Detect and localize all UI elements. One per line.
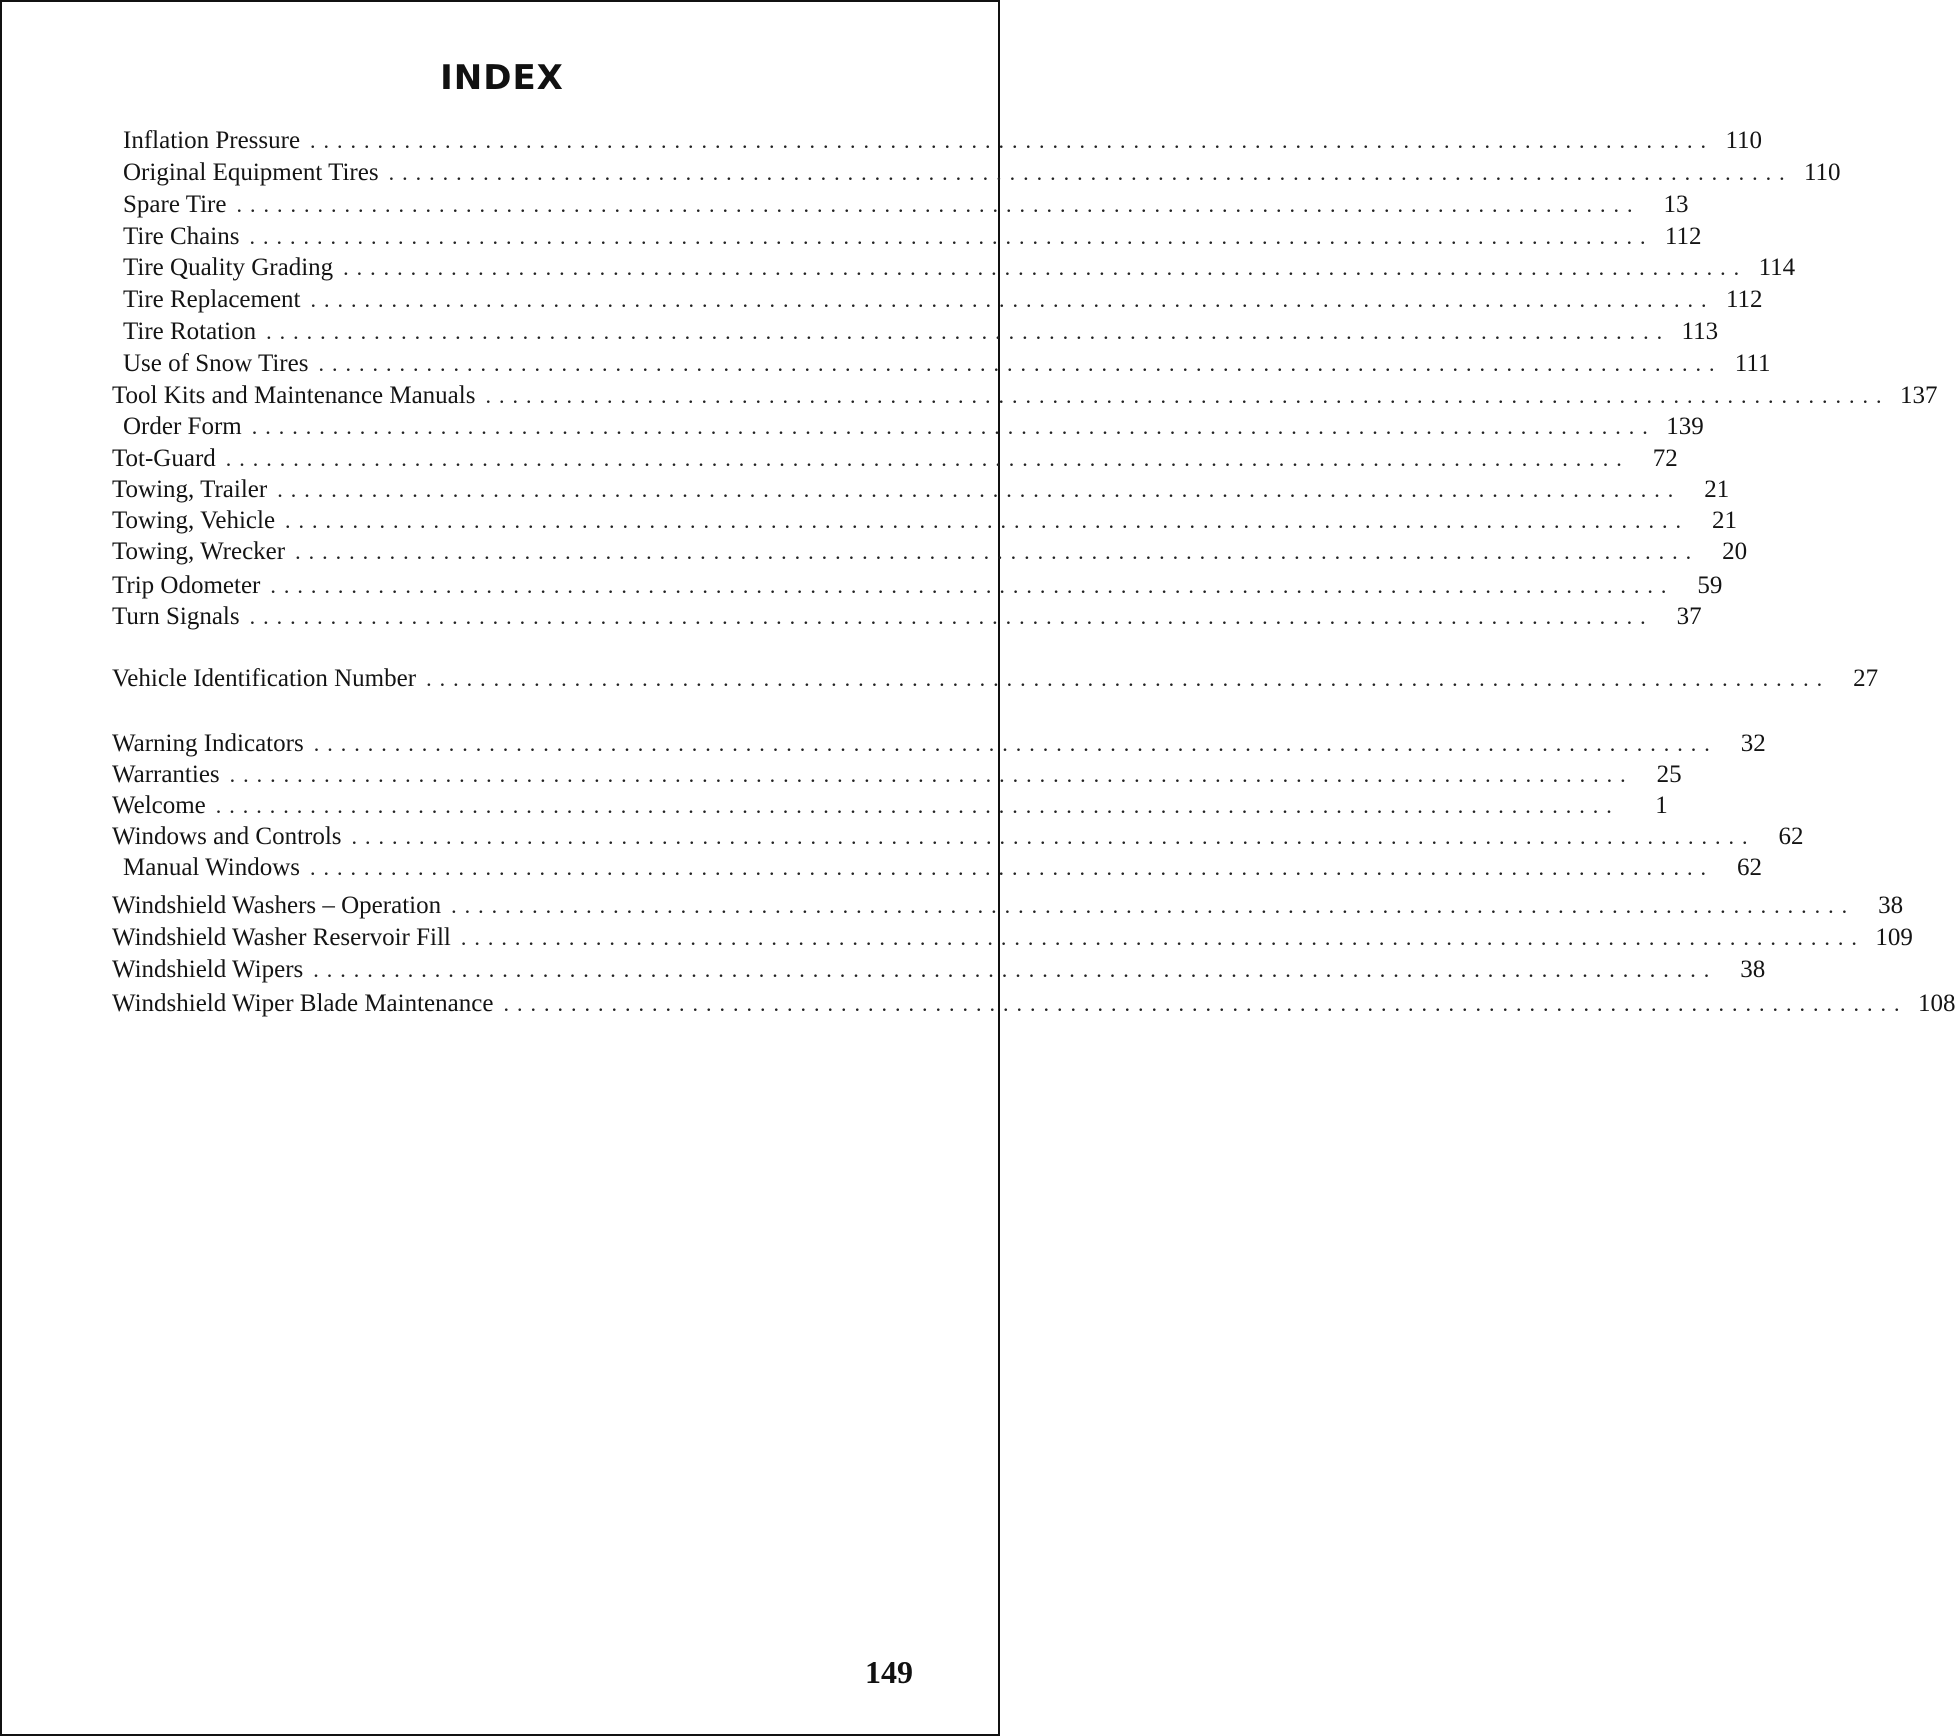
index-entry: [112, 536, 1748, 568]
dot-leader: ........................................................................................................: [460, 925, 1865, 950]
dot-leader: ........................................................................................................: [451, 893, 1856, 918]
entry-label: Towing, Vehicle: [112, 507, 276, 534]
entry-label: Trip Odometer: [112, 572, 261, 599]
index-entry: [123, 125, 1763, 157]
index-entry: [112, 601, 1702, 633]
dot-leader: ........................................................................................................: [388, 160, 1793, 185]
entry-page-number: 1: [1655, 792, 1668, 819]
entry-label: Warranties: [112, 761, 220, 788]
entry-label: Order Form: [123, 413, 242, 440]
page-title: INDEX: [440, 58, 564, 98]
dot-leader: ........................................................................................................: [503, 991, 1908, 1016]
entry-page-number: 114: [1758, 254, 1796, 281]
entry-page-number: 110: [1725, 127, 1763, 154]
dot-leader: ........................................................................................................: [318, 351, 1723, 376]
index-entry: [112, 790, 1668, 822]
entry-page-number: 62: [1778, 823, 1804, 850]
index-entry: [112, 443, 1678, 475]
entry-page-number: 137: [1899, 382, 1938, 409]
entry-page-number: 59: [1697, 572, 1723, 599]
dot-leader: ........................................................................................................: [295, 539, 1700, 564]
dot-leader: ........................................................................................................: [229, 762, 1634, 787]
index-entry: [123, 221, 1702, 253]
index-entry: [112, 663, 1879, 695]
entry-page-number: 13: [1663, 191, 1689, 218]
entry-page-number: 20: [1722, 538, 1748, 565]
entry-label: Warning Indicators: [112, 730, 304, 757]
entry-page-number: 112: [1664, 223, 1702, 250]
dot-leader: ........................................................................................................: [251, 414, 1656, 439]
dot-leader: ........................................................................................................: [249, 604, 1654, 629]
index-entry: [123, 252, 1796, 284]
entry-label: Tire Rotation: [123, 318, 257, 345]
entry-page-number: 109: [1875, 924, 1913, 951]
entry-label: Towing, Trailer: [112, 476, 268, 503]
entry-page-number: 38: [1878, 892, 1904, 919]
index-entry: [112, 474, 1730, 506]
index-entry: [123, 284, 1763, 316]
entry-label: Use of Snow Tires: [123, 350, 309, 377]
index-entry: [112, 988, 1955, 1020]
index-entry: [112, 728, 1766, 760]
index-entry: [112, 505, 1738, 537]
entry-page-number: 25: [1656, 761, 1682, 788]
dot-leader: ........................................................................................................: [313, 731, 1718, 756]
entry-label: Tire Replacement: [123, 286, 301, 313]
index-entry: [112, 954, 1766, 986]
entry-page-number: 62: [1737, 854, 1762, 881]
entry-page-number: 38: [1740, 956, 1766, 983]
entry-label: Windshield Washer Reservoir Fill: [112, 924, 451, 951]
dot-leader: ........................................................................................................: [277, 477, 1682, 502]
entry-page-number: 110: [1803, 159, 1841, 186]
index-entry: [112, 570, 1723, 602]
entry-page-number: 21: [1704, 476, 1730, 503]
entry-page-number: 112: [1725, 286, 1763, 313]
entry-label: Tire Chains: [123, 223, 240, 250]
entry-page-number: 27: [1853, 665, 1879, 692]
index-entry: [123, 852, 1762, 884]
page-number: 149: [865, 1654, 913, 1690]
dot-leader: ........................................................................................................: [215, 793, 1620, 818]
index-entry: [123, 348, 1771, 380]
dot-leader: ........................................................................................................: [270, 573, 1675, 598]
entry-label: Tot-Guard: [112, 445, 216, 472]
entry-page-number: 21: [1712, 507, 1738, 534]
entry-label: Windshield Wiper Blade Maintenance: [112, 990, 494, 1017]
index-entry: [112, 759, 1682, 791]
index-entry: [123, 316, 1719, 348]
entry-label: Windshield Washers – Operation: [112, 892, 442, 919]
index-entry: [112, 890, 1904, 922]
dot-leader: ........................................................................................................: [310, 855, 1714, 880]
entry-label: Windows and Controls: [112, 823, 342, 850]
entry-label: Manual Windows: [123, 854, 300, 881]
index-entry: [112, 380, 1938, 412]
dot-leader: ........................................................................................................: [266, 319, 1671, 344]
dot-leader: ........................................................................................................: [485, 383, 1890, 408]
dot-leader: ........................................................................................................: [225, 446, 1630, 471]
index-entry: [123, 157, 1841, 189]
dot-leader: ........................................................................................................: [285, 508, 1690, 533]
entry-page-number: 72: [1652, 445, 1678, 472]
entry-page-number: 113: [1681, 318, 1719, 345]
dot-leader: ........................................................................................................: [426, 666, 1831, 691]
entry-label: Inflation Pressure: [123, 127, 301, 154]
entry-page-number: 108: [1917, 990, 1955, 1017]
entry-label: Windshield Wipers: [112, 956, 304, 983]
entry-label: Original Equipment Tires: [123, 159, 379, 186]
entry-label: Welcome: [112, 792, 206, 819]
index-entry: [123, 189, 1689, 221]
dot-leader: ........................................................................................................: [249, 224, 1654, 249]
dot-leader: ........................................................................................................: [310, 128, 1715, 153]
entry-label: Turn Signals: [112, 603, 240, 630]
index-entry: [112, 922, 1913, 954]
entry-label: Vehicle Identification Number: [112, 665, 417, 692]
dot-leader: ........................................................................................................: [310, 287, 1715, 312]
index-entry: [123, 411, 1704, 443]
entry-label: Spare Tire: [123, 191, 227, 218]
entry-label: Towing, Wrecker: [112, 538, 286, 565]
entry-page-number: 139: [1666, 413, 1704, 440]
entry-page-number: 111: [1734, 350, 1771, 377]
dot-leader: ........................................................................................................: [343, 255, 1748, 280]
dot-leader: ........................................................................................................: [236, 192, 1641, 217]
entry-label: Tire Quality Grading: [123, 254, 334, 281]
dot-leader: ........................................................................................................: [313, 957, 1718, 982]
entry-page-number: 32: [1740, 730, 1766, 757]
entry-page-number: 37: [1676, 603, 1702, 630]
index-entry: [112, 821, 1804, 853]
entry-label: Tool Kits and Maintenance Manuals: [112, 382, 476, 409]
dot-leader: ........................................................................................................: [351, 824, 1756, 849]
